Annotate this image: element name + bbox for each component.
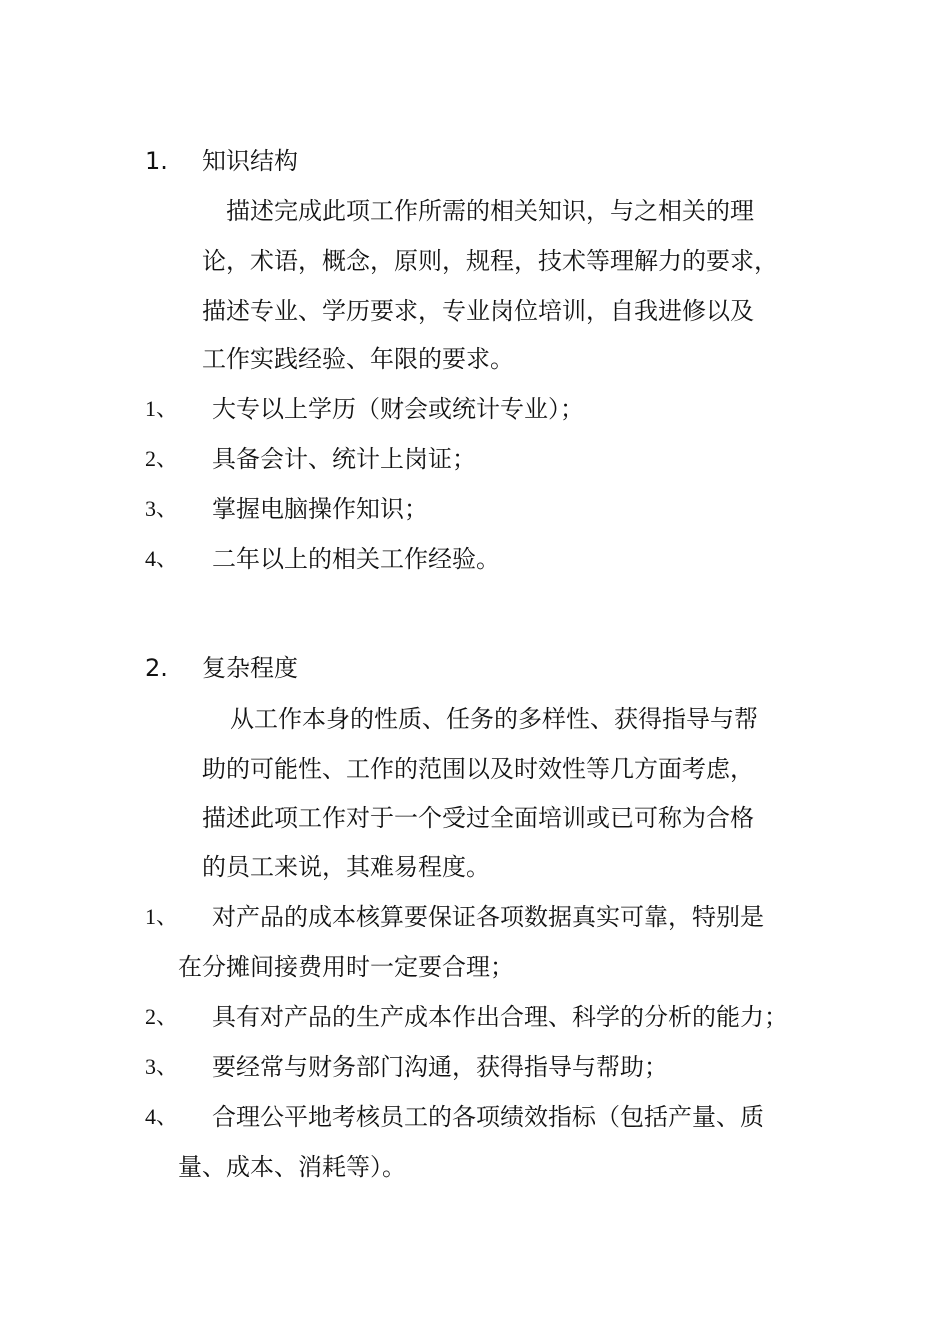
section-2-item-text: 要经常与财务部门沟通，获得指导与帮助； (212, 1053, 668, 1081)
section-2-item-text: 具有对产品的生产成本作出合理、科学的分析的能力； (212, 1003, 788, 1031)
section-1-number: 1. (145, 147, 168, 175)
section-2-number: 2. (145, 654, 168, 682)
section-1-description-line: 描述专业、学历要求，专业岗位培训，自我进修以及 (202, 297, 754, 325)
section-2-item-number: 3、 (145, 1054, 179, 1079)
section-2-item-text: 在分摊间接费用时一定要合理； (178, 953, 514, 981)
section-1-heading: 知识结构 (202, 147, 298, 175)
section-2-item-number: 4、 (145, 1104, 179, 1129)
section-1-item-text: 二年以上的相关工作经验。 (212, 545, 500, 573)
section-2-item-number: 1、 (145, 904, 179, 929)
section-2-item-text: 量、成本、消耗等）。 (178, 1153, 406, 1181)
section-1-item-text: 掌握电脑操作知识； (212, 495, 428, 523)
section-2-heading: 复杂程度 (202, 654, 298, 682)
section-1-item-text: 具备会计、统计上岗证； (212, 445, 476, 473)
section-1-item-number: 2、 (145, 446, 179, 471)
section-2-item-text: 合理公平地考核员工的各项绩效指标（包括产量、质 (212, 1103, 764, 1131)
section-1-item-number: 1、 (145, 396, 179, 421)
section-2-description-line: 的员工来说，其难易程度。 (202, 853, 490, 881)
section-1-item-text: 大专以上学历（财会或统计专业）； (212, 395, 584, 423)
section-2-item-number: 2、 (145, 1004, 179, 1029)
section-2-item-text: 对产品的成本核算要保证各项数据真实可靠，特别是 (212, 903, 764, 931)
section-1-description-line: 描述完成此项工作所需的相关知识，与之相关的理 (226, 197, 754, 225)
section-2-description-line: 助的可能性、工作的范围以及时效性等几方面考虑， (202, 755, 754, 783)
section-2-description-line: 描述此项工作对于一个受过全面培训或已可称为合格 (202, 804, 754, 832)
section-2-description-line: 从工作本身的性质、任务的多样性、获得指导与帮 (230, 705, 758, 733)
section-1-item-number: 3、 (145, 496, 179, 521)
section-1-description-line: 工作实践经验、年限的要求。 (202, 345, 514, 373)
section-1-item-number: 4、 (145, 546, 179, 571)
section-1-description-line: 论，术语，概念，原则，规程，技术等理解力的要求， (202, 247, 778, 275)
